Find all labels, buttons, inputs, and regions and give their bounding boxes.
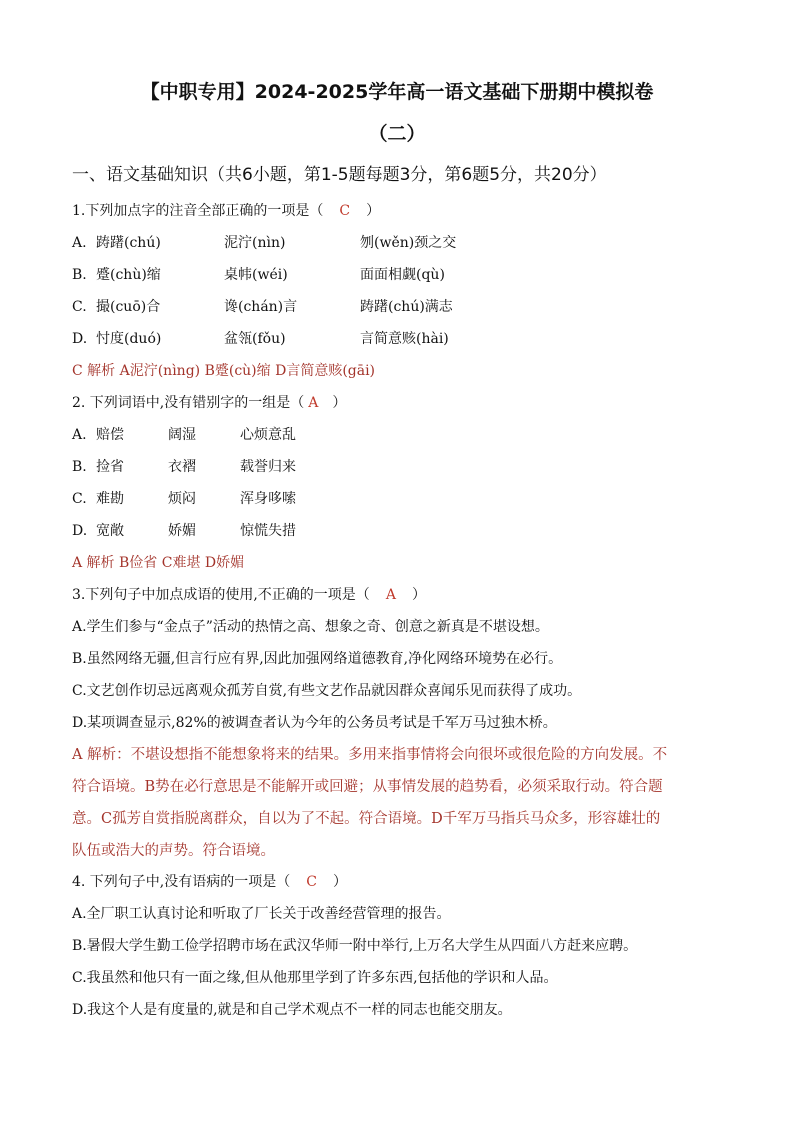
q2-option-b: 衣褶	[168, 459, 196, 475]
section-heading: 一、语文基础知识（共6小题，第1-5题每题3分，第6题5分，共20分）	[72, 165, 607, 185]
q4-answer: C	[306, 874, 317, 890]
q3-explanation-line: A 解析：不堪设想指不能想象将来的结果。多用来指事情将会向很坏或很危险的方向发展。不	[72, 747, 668, 763]
q3-explanation-line: 意。C孤芳自赏指脱离群众，自以为了不起。符合语境。D千军万马指兵马众多，形容雄壮的	[72, 811, 661, 827]
q1-option-a: 忖度(duó)	[96, 331, 162, 347]
q2-option-a: 赔偿	[96, 427, 124, 443]
q2-option-label: A.	[72, 427, 87, 443]
q2-option-label: B.	[72, 459, 87, 475]
q2-option-c: 载誉归来	[240, 459, 296, 475]
q1-answer: C	[339, 203, 351, 219]
q1-option-label: D.	[72, 331, 88, 347]
q3-close: ）	[411, 587, 426, 603]
q2-close: ）	[332, 395, 347, 411]
q1-option-c: 刎(wěn)颈之交	[360, 235, 457, 251]
q3-option: D.某项调查显示,82%的被调查者认为今年的公务员考试是千军万马过独木桥。	[72, 715, 557, 731]
q3-option: A.学生们参与“金点子”活动的热情之高、想象之奇、创意之新真是不堪设想。	[72, 619, 549, 635]
q3-explanation-line: 队伍或浩大的声势。符合语境。	[72, 843, 275, 859]
q4-option: C.我虽然和他只有一面之缘,但从他那里学到了许多东西,包括他的学识和人品。	[72, 970, 558, 986]
q2-option-label: C.	[72, 491, 87, 507]
q1-stem	[72, 200, 380, 222]
q2-answer: A	[308, 395, 319, 411]
q1-option-b: 盆瓴(fǒu)	[224, 331, 286, 347]
q1-option-c: 面面相觑(qù)	[360, 267, 445, 283]
q4-stem-text: 4. 下列句子中,没有语病的一项是（	[72, 874, 291, 890]
q2-option-a: 宽敞	[96, 523, 124, 539]
q2-stem	[72, 392, 346, 414]
q1-option-label: B.	[72, 267, 87, 283]
q2-explanation: A 解析 B俭省 C难堪 D娇媚	[72, 555, 245, 571]
q2-option-label: D.	[72, 523, 88, 539]
q2-option-c: 浑身哆嗦	[240, 491, 296, 507]
q4-option: D.我这个人是有度量的,就是和自己学术观点不一样的同志也能交朋友。	[72, 1002, 512, 1018]
q1-option-b: 谗(chán)言	[224, 299, 298, 315]
q1-option-a: 踌躇(chú)	[96, 235, 161, 251]
q1-option-c: 踌躇(chú)满志	[360, 299, 453, 315]
q1-option-c: 言简意赅(hài)	[360, 331, 449, 347]
q4-option: A.全厂职工认真讨论和听取了厂长关于改善经营管理的报告。	[72, 906, 451, 922]
q2-stem-text: 2. 下列词语中,没有错别字的一组是（	[72, 395, 305, 411]
q1-option-b: 桌帏(wéi)	[224, 267, 288, 283]
exam-title: 【中职专用】2024-2025学年高一语文基础下册期中模拟卷	[140, 81, 654, 103]
q2-option-b: 阔湿	[168, 427, 196, 443]
q2-option-c: 心烦意乱	[240, 427, 296, 443]
q4-stem	[72, 871, 347, 893]
exam-subtitle: （二）	[368, 123, 426, 145]
q3-stem-text: 3.下列句子中加点成语的使用,不正确的一项是（	[72, 587, 370, 603]
q3-explanation-line: 符合语境。B势在必行意思是不能解开或回避；从事情发展的趋势看，必须采取行动。符合题	[72, 779, 663, 795]
q1-explanation: C 解析 A泥泞(nìng) B蹙(cù)缩 D言简意赅(gāi)	[72, 363, 376, 379]
q2-option-a: 难勘	[96, 491, 124, 507]
q3-stem	[72, 584, 426, 606]
q2-option-b: 娇媚	[168, 523, 196, 539]
q3-option: C.文艺创作切忌远离观众孤芳自赏,有些文艺作品就因群众喜闻乐见而获得了成功。	[72, 683, 582, 699]
q4-option: B.暑假大学生勤工俭学招聘市场在武汉华师一附中举行,上万名大学生从四面八方赶来应聘。	[72, 938, 638, 954]
q3-answer: A	[385, 587, 396, 603]
q4-close: ）	[332, 874, 347, 890]
q2-option-c: 惊慌失措	[240, 523, 296, 539]
q1-option-label: A.	[72, 235, 87, 251]
q1-option-a: 蹙(chù)缩	[96, 267, 161, 283]
q2-option-b: 烦闷	[168, 491, 196, 507]
q1-option-b: 泥泞(nìn)	[224, 235, 286, 251]
q1-close: ）	[366, 203, 381, 219]
q3-option: B.虽然网络无疆,但言行应有界,因此加强网络道德教育,净化网络环境势在必行。	[72, 651, 563, 667]
q1-stem-text: 1.下列加点字的注音全部正确的一项是（	[72, 203, 324, 219]
q1-option-a: 撮(cuō)合	[96, 299, 161, 315]
q2-option-a: 捡省	[96, 459, 124, 475]
q1-option-label: C.	[72, 299, 87, 315]
